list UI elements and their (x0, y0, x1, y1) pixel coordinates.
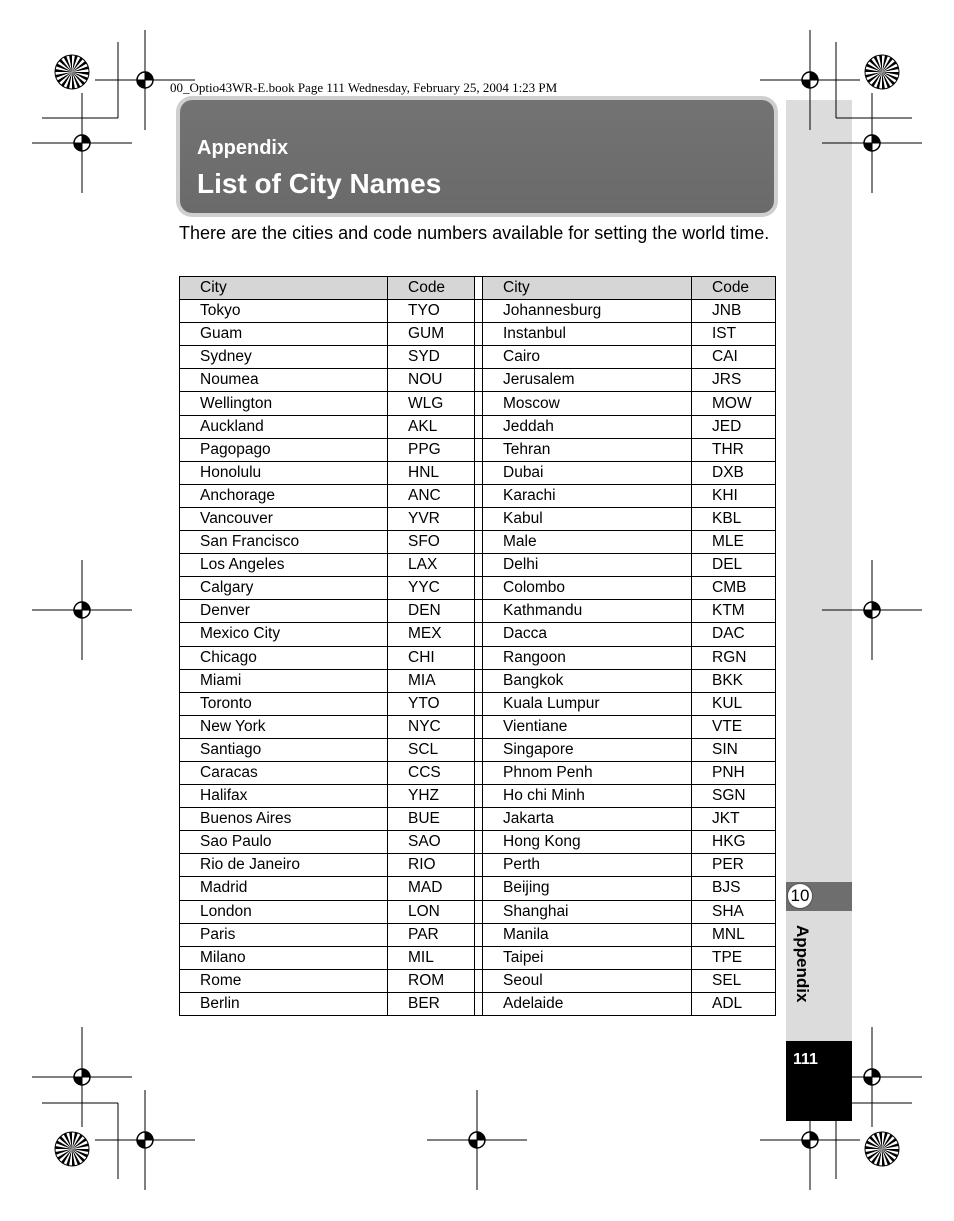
city-left-cell: Auckland (180, 415, 388, 438)
chapter-number-badge: 10 (787, 883, 813, 909)
code-right-cell: MOW (692, 392, 776, 415)
code-left-cell: SYD (388, 346, 475, 369)
page-title: List of City Names (197, 168, 442, 199)
code-right-cell: KUL (692, 692, 776, 715)
header-city-right: City (483, 277, 692, 300)
registration-mark (760, 30, 860, 130)
city-right-cell: Karachi (483, 484, 692, 507)
code-right-cell: KTM (692, 600, 776, 623)
city-left-cell: Anchorage (180, 484, 388, 507)
header-code-right: Code (692, 277, 776, 300)
code-right-cell: HKG (692, 831, 776, 854)
code-left-cell: BER (388, 992, 475, 1015)
city-left-cell: London (180, 900, 388, 923)
code-right-cell: JNB (692, 300, 776, 323)
city-right-cell: Tehran (483, 438, 692, 461)
city-right-cell: Singapore (483, 738, 692, 761)
city-right-cell: Cairo (483, 346, 692, 369)
registration-mark (427, 1090, 527, 1190)
code-left-cell: MAD (388, 877, 475, 900)
registration-mark (32, 1027, 132, 1127)
starburst-target (55, 55, 89, 89)
city-left-cell: Vancouver (180, 507, 388, 530)
code-left-cell: TYO (388, 300, 475, 323)
city-left-cell: Buenos Aires (180, 808, 388, 831)
code-left-cell: PAR (388, 923, 475, 946)
city-right-cell: Kuala Lumpur (483, 692, 692, 715)
code-right-cell: THR (692, 438, 776, 461)
code-left-cell: ANC (388, 484, 475, 507)
city-right-cell: Shanghai (483, 900, 692, 923)
page-number: 111 (793, 1051, 818, 1068)
city-right-cell: Adelaide (483, 992, 692, 1015)
city-left-cell: Paris (180, 923, 388, 946)
city-left-cell: Caracas (180, 761, 388, 784)
code-right-cell: SEL (692, 969, 776, 992)
code-left-cell: CCS (388, 761, 475, 784)
code-right-cell: BJS (692, 877, 776, 900)
city-right-cell: Male (483, 531, 692, 554)
city-left-cell: Honolulu (180, 461, 388, 484)
code-left-cell: NOU (388, 369, 475, 392)
city-right-cell: Jakarta (483, 808, 692, 831)
code-right-cell: KHI (692, 484, 776, 507)
city-left-cell: Mexico City (180, 623, 388, 646)
code-left-cell: HNL (388, 461, 475, 484)
code-left-cell: DEN (388, 600, 475, 623)
code-left-cell: ROM (388, 969, 475, 992)
crop-lines (42, 42, 912, 1179)
registration-mark (95, 1090, 195, 1190)
code-right-cell: PNH (692, 761, 776, 784)
city-right-cell: Manila (483, 923, 692, 946)
code-left-cell: LAX (388, 554, 475, 577)
code-left-cell: GUM (388, 323, 475, 346)
city-right-cell: Dubai (483, 461, 692, 484)
city-left-cell: Rio de Janeiro (180, 854, 388, 877)
city-right-cell: Moscow (483, 392, 692, 415)
code-left-cell: LON (388, 900, 475, 923)
code-left-cell: BUE (388, 808, 475, 831)
running-header: 00_Optio43WR-E.book Page 111 Wednesday, February 25, 2004 1:23 PM (170, 80, 558, 95)
city-right-cell: Phnom Penh (483, 761, 692, 784)
code-left-cell: MIL (388, 946, 475, 969)
city-left-cell: Miami (180, 669, 388, 692)
code-right-cell: KBL (692, 507, 776, 530)
city-left-cell: Noumea (180, 369, 388, 392)
city-right-cell: Johannesburg (483, 300, 692, 323)
city-left-cell: Tokyo (180, 300, 388, 323)
registration-mark (32, 93, 132, 193)
city-right-cell: Perth (483, 854, 692, 877)
registration-marks (32, 30, 922, 1190)
code-right-cell: SIN (692, 738, 776, 761)
city-right-cell: Hong Kong (483, 831, 692, 854)
code-left-cell: SCL (388, 738, 475, 761)
city-left-cell: Berlin (180, 992, 388, 1015)
code-right-cell: VTE (692, 715, 776, 738)
city-left-cell: Los Angeles (180, 554, 388, 577)
header-code-left: Code (388, 277, 475, 300)
city-right-cell: Beijing (483, 877, 692, 900)
code-right-cell: TPE (692, 946, 776, 969)
code-right-cell: JKT (692, 808, 776, 831)
color-targets (55, 55, 899, 1166)
code-right-cell: RGN (692, 646, 776, 669)
city-left-cell: Santiago (180, 738, 388, 761)
code-left-cell: WLG (388, 392, 475, 415)
city-right-cell: Kabul (483, 507, 692, 530)
city-right-cell: Jerusalem (483, 369, 692, 392)
code-left-cell: YHZ (388, 785, 475, 808)
code-right-cell: PER (692, 854, 776, 877)
city-left-cell: Milano (180, 946, 388, 969)
city-left-cell: Rome (180, 969, 388, 992)
code-left-cell: PPG (388, 438, 475, 461)
code-right-cell: CAI (692, 346, 776, 369)
registration-mark (822, 93, 922, 193)
code-left-cell: NYC (388, 715, 475, 738)
code-right-cell: SHA (692, 900, 776, 923)
code-right-cell: CMB (692, 577, 776, 600)
city-left-cell: Toronto (180, 692, 388, 715)
side-tab-label: Appendix (793, 925, 812, 1003)
city-left-cell: Calgary (180, 577, 388, 600)
city-right-cell: Dacca (483, 623, 692, 646)
city-right-cell: Colombo (483, 577, 692, 600)
city-right-cell: Bangkok (483, 669, 692, 692)
intro-text: There are the cities and code numbers available for setting the world time. (179, 223, 770, 243)
city-left-cell: New York (180, 715, 388, 738)
city-right-cell: Instanbul (483, 323, 692, 346)
code-right-cell: MNL (692, 923, 776, 946)
registration-mark (760, 1090, 860, 1190)
city-left-cell: Wellington (180, 392, 388, 415)
city-left-cell: Halifax (180, 785, 388, 808)
city-right-cell: Delhi (483, 554, 692, 577)
code-right-cell: JED (692, 415, 776, 438)
code-left-cell: CHI (388, 646, 475, 669)
city-left-cell: Sydney (180, 346, 388, 369)
code-right-cell: BKK (692, 669, 776, 692)
section-label: Appendix (197, 137, 289, 159)
code-left-cell: YYC (388, 577, 475, 600)
registration-mark (822, 560, 922, 660)
code-left-cell: SAO (388, 831, 475, 854)
city-left-cell: Madrid (180, 877, 388, 900)
registration-mark (822, 1027, 922, 1127)
code-right-cell: SGN (692, 785, 776, 808)
city-left-cell: Pagopago (180, 438, 388, 461)
city-right-cell: Ho chi Minh (483, 785, 692, 808)
code-right-cell: DEL (692, 554, 776, 577)
registration-mark (32, 560, 132, 660)
city-left-cell: Sao Paulo (180, 831, 388, 854)
city-left-cell: Denver (180, 600, 388, 623)
starburst-target (55, 1132, 89, 1166)
code-left-cell: MIA (388, 669, 475, 692)
code-left-cell: MEX (388, 623, 475, 646)
city-left-cell: Guam (180, 323, 388, 346)
code-left-cell: RIO (388, 854, 475, 877)
city-right-cell: Kathmandu (483, 600, 692, 623)
city-right-cell: Taipei (483, 946, 692, 969)
city-right-cell: Seoul (483, 969, 692, 992)
code-left-cell: AKL (388, 415, 475, 438)
starburst-target (865, 1132, 899, 1166)
registration-mark (95, 30, 195, 130)
city-right-cell: Jeddah (483, 415, 692, 438)
code-right-cell: DAC (692, 623, 776, 646)
code-right-cell: DXB (692, 461, 776, 484)
code-right-cell: IST (692, 323, 776, 346)
code-right-cell: MLE (692, 531, 776, 554)
code-left-cell: SFO (388, 531, 475, 554)
city-left-cell: Chicago (180, 646, 388, 669)
code-right-cell: JRS (692, 369, 776, 392)
city-right-cell: Rangoon (483, 646, 692, 669)
starburst-target (865, 55, 899, 89)
city-left-cell: San Francisco (180, 531, 388, 554)
city-right-cell: Vientiane (483, 715, 692, 738)
code-left-cell: YVR (388, 507, 475, 530)
header-city-left: City (180, 277, 388, 300)
code-right-cell: ADL (692, 992, 776, 1015)
code-left-cell: YTO (388, 692, 475, 715)
